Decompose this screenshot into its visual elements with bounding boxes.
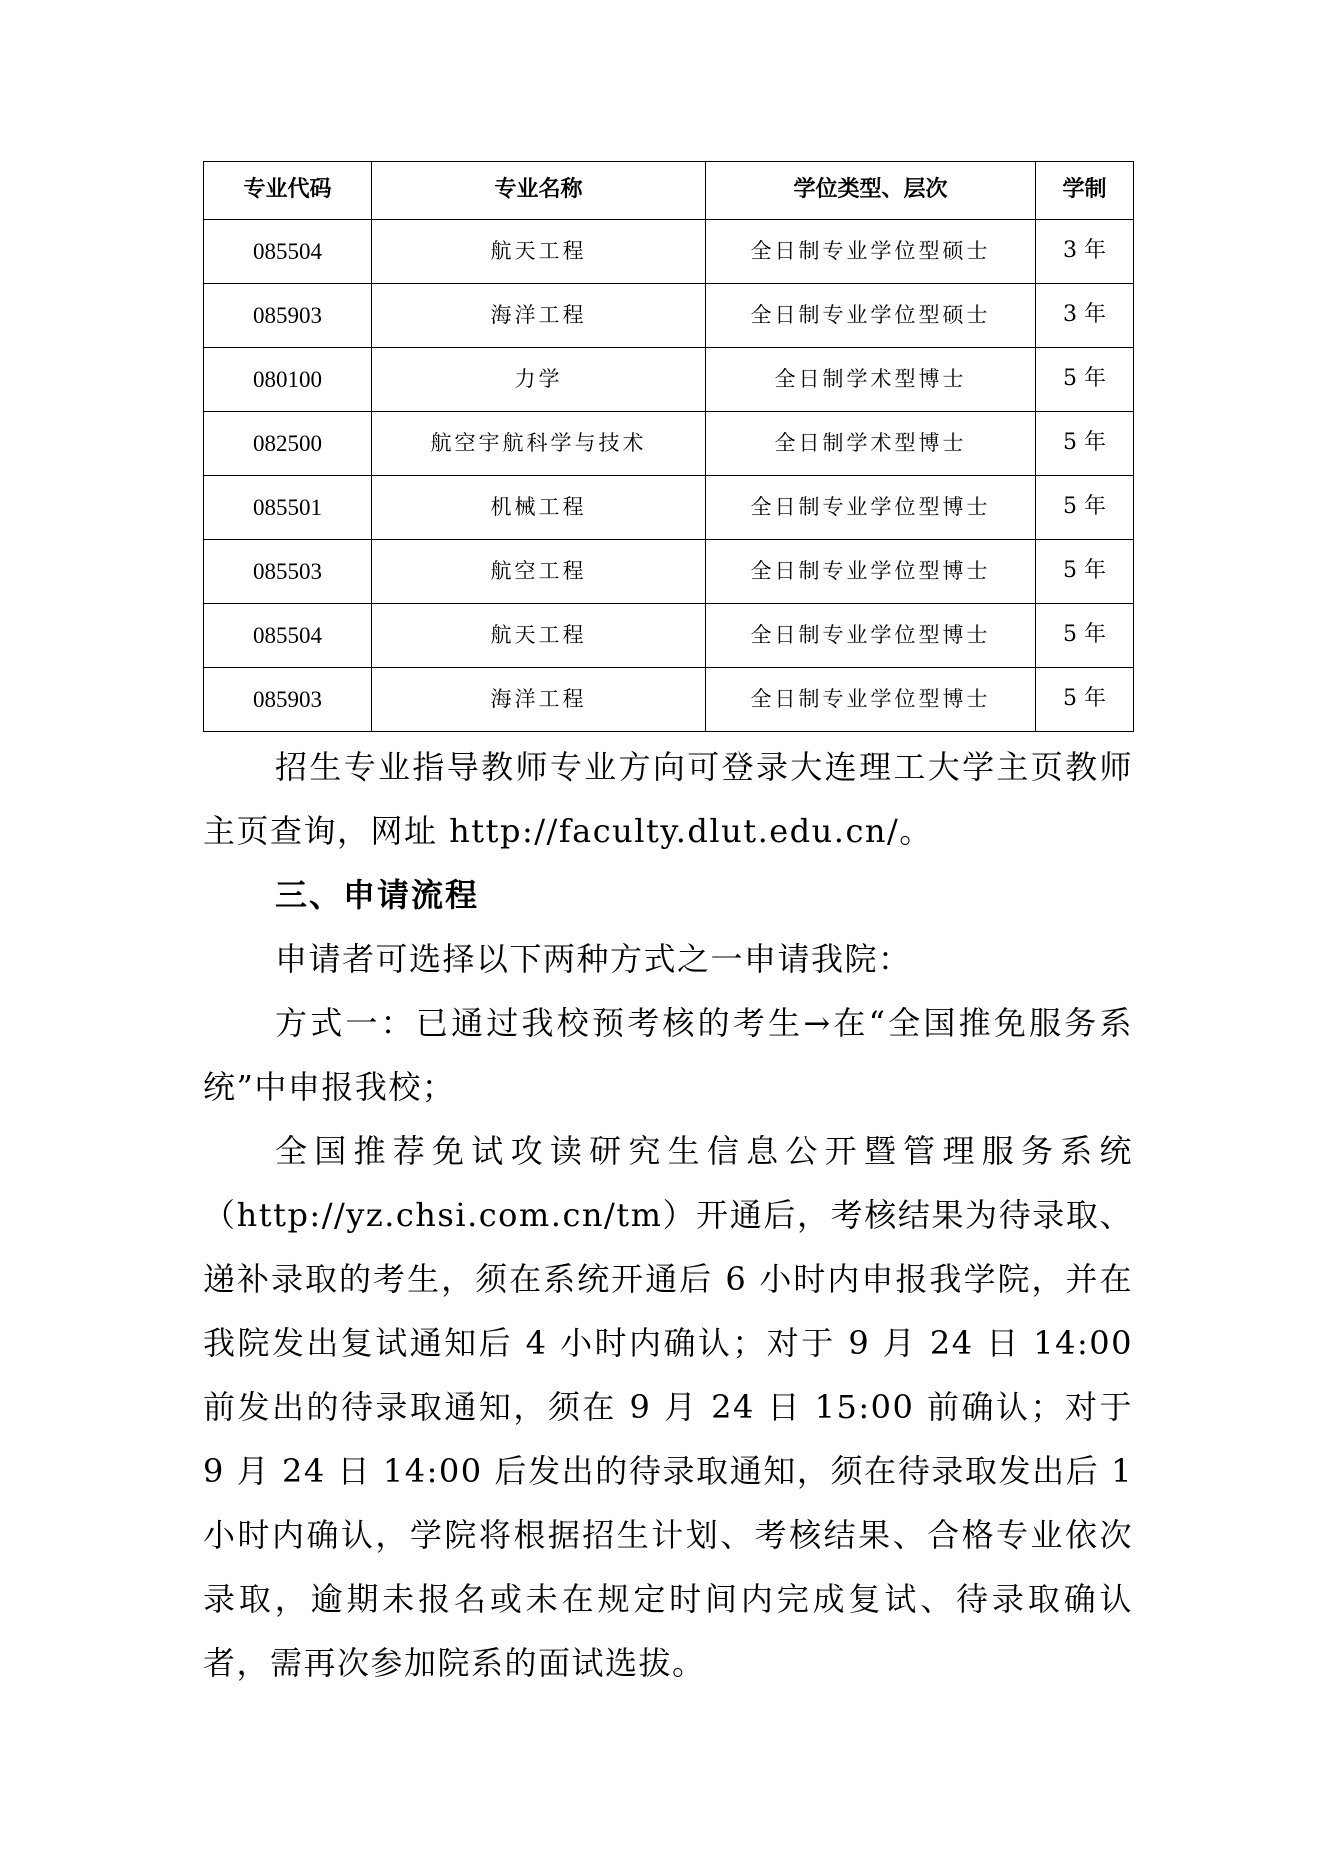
cell-duration: 5 年 — [1036, 412, 1134, 476]
cell-code: 085903 — [204, 668, 372, 732]
cell-name: 海洋工程 — [372, 284, 706, 348]
cell-duration: 5 年 — [1036, 348, 1134, 412]
cell-type: 全日制专业学位型硕士 — [706, 284, 1036, 348]
table-row — [204, 284, 1134, 348]
cell-type: 全日制专业学位型博士 — [706, 476, 1036, 540]
cell-code: 085501 — [204, 476, 372, 540]
cell-type: 全日制专业学位型博士 — [706, 668, 1036, 732]
cell-duration: 5 年 — [1036, 540, 1134, 604]
cell-name: 海洋工程 — [372, 668, 706, 732]
cell-duration: 5 年 — [1036, 668, 1134, 732]
cell-name: 航天工程 — [372, 604, 706, 668]
header-name: 专业名称 — [372, 162, 706, 220]
table-row — [204, 540, 1134, 604]
table-row — [204, 604, 1134, 668]
cell-code: 085504 — [204, 220, 372, 284]
cell-name: 航空宇航科学与技术 — [372, 412, 706, 476]
cell-name: 航空工程 — [372, 540, 706, 604]
table-row — [204, 348, 1134, 412]
cell-code: 085503 — [204, 540, 372, 604]
cell-duration: 3 年 — [1036, 220, 1134, 284]
majors-table — [203, 161, 1134, 732]
table-row — [204, 220, 1134, 284]
cell-code: 082500 — [204, 412, 372, 476]
table-header-row — [204, 162, 1134, 220]
cell-type: 全日制专业学位型硕士 — [706, 220, 1036, 284]
cell-type: 全日制学术型博士 — [706, 348, 1036, 412]
cell-code: 080100 — [204, 348, 372, 412]
table-row — [204, 476, 1134, 540]
cell-name: 力学 — [372, 348, 706, 412]
cell-name: 航天工程 — [372, 220, 706, 284]
header-type: 学位类型、层次 — [706, 162, 1036, 220]
section-heading: 三、申请流程 — [275, 876, 480, 914]
system-paragraph: 全国推荐免试攻读研究生信息公开暨管理服务系统（http://yz.chsi.com.cn/tm）开通后，考核结果为待录取、递补录取的考生，须在系统开通后 6 小时内申报我学院，并在我院发出复试通知后 4 小时内确认；对于 9 月 24 日 14:00 前发出的待录取通知，须在 9 月 24 日 15:00 前确认；对于 9 月 24 日 14:00 后发出的待录取通知，须在待录取发出后 1 小时内确认，学院将根据招生计划、考核结果、合格专业依次录取，逾期未报名或未在规定时间内完成复试、待录取确认者，需再次参加院系的面试选拔。 — [203, 1132, 1133, 1682]
method-one-paragraph: 方式一：已通过我校预考核的考生→在“全国推免服务系统”中申报我校； — [203, 1004, 1133, 1106]
cell-type: 全日制学术型博士 — [706, 412, 1036, 476]
cell-code: 085903 — [204, 284, 372, 348]
cell-code: 085504 — [204, 604, 372, 668]
header-duration: 学制 — [1036, 162, 1134, 220]
cell-duration: 5 年 — [1036, 476, 1134, 540]
advisor-paragraph: 招生专业指导教师专业方向可登录大连理工大学主页教师主页查询，网址 http://faculty.dlut.edu.cn/。 — [203, 748, 1133, 850]
cell-type: 全日制专业学位型博士 — [706, 540, 1036, 604]
cell-type: 全日制专业学位型博士 — [706, 604, 1036, 668]
cell-duration: 3 年 — [1036, 284, 1134, 348]
header-code: 专业代码 — [204, 162, 372, 220]
cell-name: 机械工程 — [372, 476, 706, 540]
intro-paragraph: 申请者可选择以下两种方式之一申请我院： — [275, 940, 912, 978]
table-row — [204, 412, 1134, 476]
table-row — [204, 668, 1134, 732]
cell-duration: 5 年 — [1036, 604, 1134, 668]
